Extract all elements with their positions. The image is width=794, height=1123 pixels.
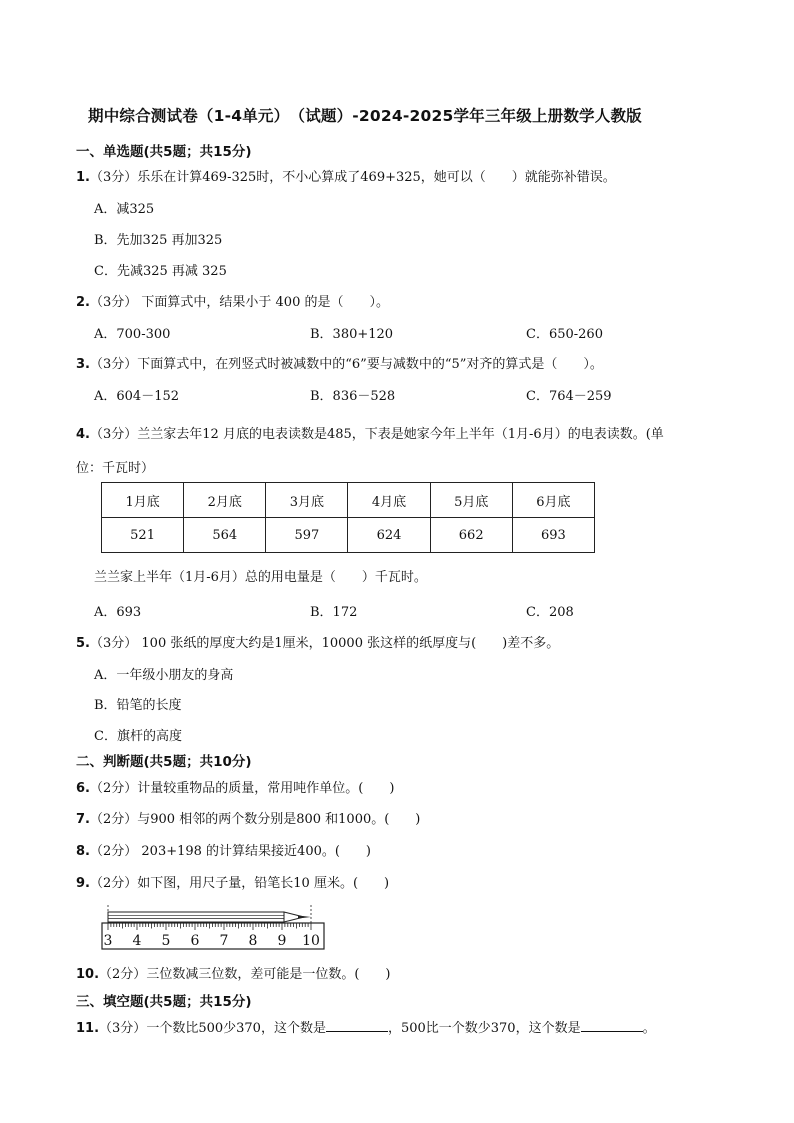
question-5: [76, 632, 559, 651]
option-a: A．693: [94, 605, 142, 620]
option-b: B．先加325 再加325: [94, 233, 223, 248]
table-header-cell: 5月底: [430, 483, 512, 518]
question-text-continued: 位：千瓦时）: [76, 461, 155, 476]
question-points: （3分）: [89, 170, 138, 185]
question-8: [76, 840, 371, 859]
question-points: （2分）: [89, 781, 138, 796]
question-1: [76, 166, 616, 185]
table-row: [102, 518, 595, 553]
question-9: [76, 872, 389, 891]
ruler-label: 5: [161, 933, 171, 949]
question-text: 与900 相邻的两个数分别是800 和1000。( ): [137, 812, 421, 827]
question-text: 203+198 的计算结果接近400。( ): [137, 844, 372, 859]
table-cell: 564: [184, 518, 266, 553]
question-number: 4.: [76, 427, 90, 442]
question-number: 2.: [76, 295, 90, 310]
table-cell: 521: [102, 518, 184, 553]
answer-blank[interactable]: [581, 1019, 643, 1032]
question-6: [76, 777, 394, 796]
table-header-cell: 4月底: [348, 483, 430, 518]
option-c: C．旗杆的高度: [94, 729, 182, 744]
table-header-cell: 1月底: [102, 483, 184, 518]
section-heading-fill-in: 三、填空题(共5题；共15分): [76, 994, 252, 1010]
question-number: 10.: [76, 967, 100, 982]
pencil-icon: [108, 912, 311, 922]
answer-blank[interactable]: [326, 1019, 388, 1032]
question-number: 1.: [76, 170, 90, 185]
question-number: 8.: [76, 844, 90, 859]
ruler-pencil-figure: [100, 903, 330, 951]
question-11: [76, 1017, 656, 1036]
question-points: （3分）: [99, 1021, 147, 1036]
question-points: （2分）: [89, 844, 138, 859]
question-text: 如下图，用尺子量，铅笔长10 厘米。( ): [137, 876, 390, 891]
question-points: （3分）: [89, 295, 138, 310]
table-header-row: [102, 483, 595, 518]
question-text: 100 张纸的厚度大约是1厘米，10000 张这样的纸厚度与( )差不多。: [137, 636, 560, 651]
option-b: B．380+120: [310, 327, 394, 342]
question-text: 兰兰家去年12 月底的电表读数是485，下表是她家今年上半年（1月-6月）的电表读数。(单: [137, 427, 664, 442]
table-cell: 662: [430, 518, 512, 553]
table-header-cell: 6月底: [512, 483, 594, 518]
option-b: B．172: [310, 605, 358, 620]
question-points: （2分）: [99, 967, 147, 982]
table-header-cell: 2月底: [184, 483, 266, 518]
question-number: 11.: [76, 1021, 100, 1036]
question-number: 6.: [76, 781, 90, 796]
ruler-label: 10: [302, 933, 320, 949]
ruler-label: 6: [190, 933, 200, 949]
question-10: [76, 963, 390, 982]
option-a: A．减325: [94, 202, 155, 217]
question-7: [76, 808, 420, 827]
question-points: （3分）: [89, 636, 138, 651]
question-points: （2分）: [89, 812, 138, 827]
ruler-label: 3: [103, 933, 113, 949]
ruler-label: 9: [277, 933, 287, 949]
question-text: 下面算式中，结果小于 400 的是（ ）。: [137, 295, 389, 310]
question-text: 计量较重物品的质量，常用吨作单位。( ): [137, 781, 395, 796]
meter-reading-table: [101, 482, 595, 553]
option-b: B．836－528: [310, 389, 396, 404]
option-c: C．先减325 再减 325: [94, 264, 227, 279]
question-points: （2分）: [89, 876, 138, 891]
option-a: A．一年级小朋友的身高: [94, 668, 234, 683]
ruler-label: 7: [219, 933, 229, 949]
table-cell: 624: [348, 518, 430, 553]
question-number: 9.: [76, 876, 90, 891]
question-points: （3分）: [89, 427, 138, 442]
question-text: 三位数减三位数，差可能是一位数。( ): [146, 967, 391, 982]
section-heading-true-false: 二、判断题(共5题；共10分): [76, 754, 252, 770]
option-c: C．208: [526, 605, 574, 620]
table-header-cell: 3月底: [266, 483, 348, 518]
page-title: 期中综合测试卷（1-4单元） （试题）-2024-2025学年三年级上册数学人教版: [88, 107, 642, 125]
option-a: A．604－152: [94, 389, 180, 404]
table-cell: 693: [512, 518, 594, 553]
question-text: 乐乐在计算469-325时，不小心算成了469+325，她可以（ ）就能弥补错误。: [137, 170, 616, 185]
table-cell: 597: [266, 518, 348, 553]
question-number: 3.: [76, 357, 90, 372]
ruler-label: 4: [132, 933, 142, 949]
question-text: 一个数比500少370，这个数是: [146, 1021, 326, 1036]
question-4: [76, 423, 664, 442]
ruler-label: 8: [248, 933, 258, 949]
question-2: [76, 291, 389, 310]
question-text: 。: [642, 1021, 656, 1036]
section-heading-single-choice: 一、单选题(共5题；共15分): [76, 144, 252, 160]
option-b: B．铅笔的长度: [94, 698, 182, 713]
question-text: ，500比一个数少370，这个数是: [387, 1021, 581, 1036]
option-a: A．700-300: [94, 327, 171, 342]
question-subtext: 兰兰家上半年（1月-6月）总的用电量是（ ）千瓦时。: [94, 570, 427, 585]
option-c: C．650-260: [526, 327, 603, 342]
question-text: 下面算式中，在列竖式时被减数中的“6”要与减数中的“5”对齐的算式是（ ）。: [137, 357, 603, 372]
option-c: C．764－259: [526, 389, 612, 404]
question-number: 7.: [76, 812, 90, 827]
question-number: 5.: [76, 636, 90, 651]
question-points: （3分）: [89, 357, 138, 372]
question-3: [76, 353, 603, 372]
